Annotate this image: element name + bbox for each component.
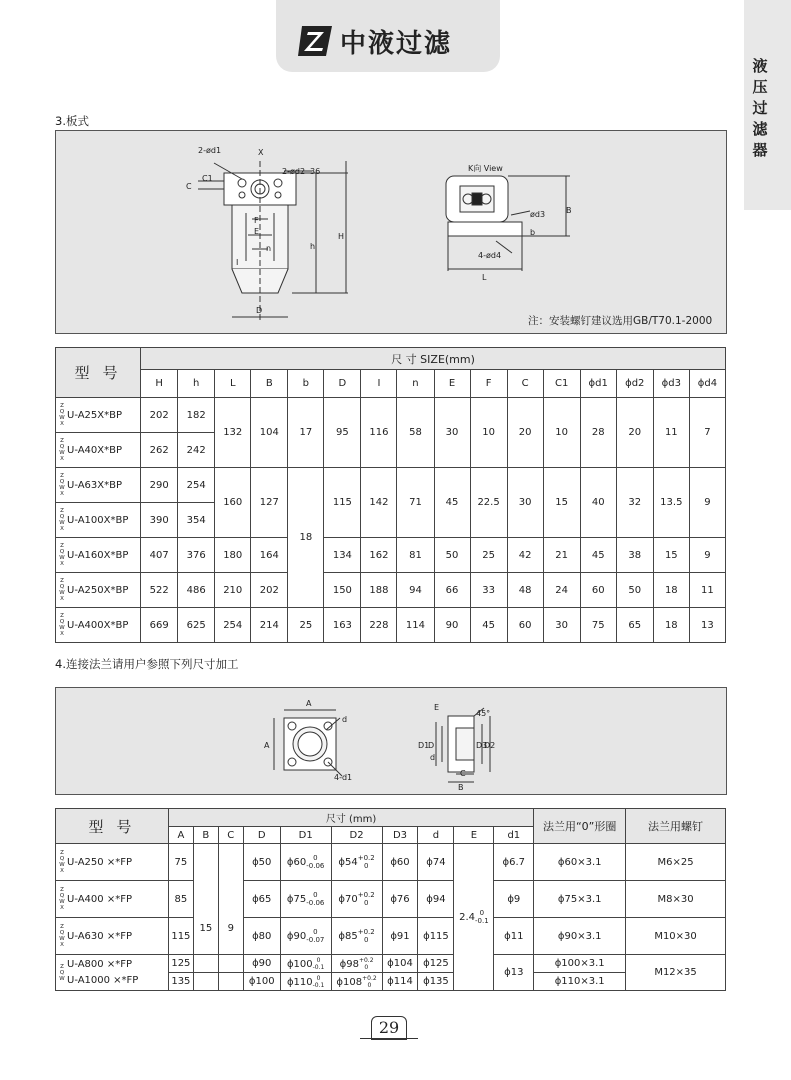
- cell-d3: 18: [653, 608, 689, 643]
- cell-d1: ϕ6.7: [494, 844, 534, 881]
- cell-d2: 38: [616, 538, 653, 573]
- cell-L: 132: [215, 398, 251, 468]
- cell-D: 163: [324, 608, 361, 643]
- cell-d4: 13: [689, 608, 725, 643]
- table2-col-header: D1: [280, 827, 331, 844]
- zqw-prefix: Z Q W: [59, 963, 65, 982]
- label-c1: C1: [202, 174, 213, 183]
- cell-F: 22.5: [470, 468, 507, 538]
- label-d-small: d: [430, 753, 436, 762]
- cell-L: 180: [215, 538, 251, 573]
- section4-title: 4.连接法兰请用户参照下列尺寸加工: [55, 657, 239, 671]
- zqw-prefix: Z Q W X: [59, 543, 65, 567]
- cell-oring: ϕ60×3.1: [534, 844, 626, 881]
- cell-d3: 13.5: [653, 468, 689, 538]
- model-name: U-A250X*BP: [67, 584, 129, 596]
- table2-col-header: E: [454, 827, 494, 844]
- table1-col-header: F: [470, 370, 507, 398]
- label-d2: 2-ød2: [282, 167, 306, 176]
- cell-D1: ϕ60 0 -0.06: [280, 844, 331, 881]
- cell-screw-merged: M12×35: [626, 955, 726, 991]
- cell-D: ϕ100: [243, 973, 280, 991]
- cell-d3: 18: [653, 573, 689, 608]
- cell-h: 182: [178, 398, 215, 433]
- brand-name: 中液过滤: [340, 28, 453, 59]
- zqw-prefix: Z Q W X: [59, 508, 65, 532]
- model-name: U-A40X*BP: [67, 444, 123, 456]
- section4-drawing: [55, 687, 727, 795]
- model-cell: [56, 398, 141, 433]
- cell-C1: 10: [543, 398, 580, 468]
- cell-C: 20: [507, 398, 543, 468]
- cell-D: 150: [324, 573, 361, 608]
- cell-d2: 50: [616, 573, 653, 608]
- cell-H: 390: [141, 503, 178, 538]
- cell-D2: ϕ108+0.2 0: [331, 973, 382, 991]
- cell-oring: ϕ100×3.1: [534, 955, 626, 973]
- cell-h: 242: [178, 433, 215, 468]
- cell-D: 134: [324, 538, 361, 573]
- cell-F: 25: [470, 538, 507, 573]
- table1-col-header: h: [178, 370, 215, 398]
- model-name: U-A63X*BP: [67, 479, 123, 491]
- table1-col-header: b: [288, 370, 324, 398]
- table1-col-header: C: [507, 370, 543, 398]
- cell-H: 669: [141, 608, 178, 643]
- label-36: 36: [310, 167, 321, 176]
- cell-A: 85: [168, 881, 193, 918]
- table1-col-header: H: [141, 370, 178, 398]
- brand-logo: [296, 24, 452, 58]
- table2-col-header: D3: [382, 827, 418, 844]
- cell-F: 45: [470, 608, 507, 643]
- table1-col-header: ϕd2: [616, 370, 653, 398]
- cell-d1: ϕ11: [494, 918, 534, 955]
- cell-E: 45: [434, 468, 470, 538]
- cell-C1: 24: [543, 573, 580, 608]
- table1-column-row: [56, 370, 726, 398]
- cell-D3: ϕ60: [382, 844, 418, 881]
- cell-H: 202: [141, 398, 178, 433]
- cell-L: 254: [215, 608, 251, 643]
- cell-D: ϕ50: [243, 844, 280, 881]
- cell-C1: 15: [543, 468, 580, 538]
- cell-D1: ϕ100 0 -0.1: [280, 955, 331, 973]
- cell-D: ϕ65: [243, 881, 280, 918]
- section3-note: 注：安装螺钉建议选用GB/T70.1-2000: [528, 315, 713, 327]
- cell-b: 25: [288, 608, 324, 643]
- label-e: E: [254, 227, 260, 236]
- label-d1-flange: 4-d1: [334, 773, 353, 782]
- table2-oring-header: 法兰用“0”形圈: [534, 809, 626, 844]
- label-d1: 2-ød1: [198, 146, 222, 155]
- cell-d: ϕ94: [418, 881, 454, 918]
- cell-F: 33: [470, 573, 507, 608]
- cell-d4: 7: [689, 398, 725, 468]
- cell-L: 160: [215, 468, 251, 538]
- cell-B: 164: [251, 538, 288, 573]
- cell-D2: ϕ70+0.2 0: [331, 881, 382, 918]
- cell-H: 522: [141, 573, 178, 608]
- zqw-prefix: Z Q W X: [59, 850, 65, 874]
- cell-D: ϕ80: [243, 918, 280, 955]
- table2-col-header: d: [418, 827, 454, 844]
- label-kview: K向 View: [468, 164, 503, 173]
- plate-filter-drawing: [56, 131, 726, 333]
- table-row: [56, 844, 726, 881]
- label-n: n: [266, 244, 272, 253]
- model-cell: [56, 955, 169, 991]
- table2-model-header: 型 号: [56, 809, 169, 844]
- label-d1-side: D1: [418, 741, 430, 750]
- cell-d1: 60: [580, 573, 616, 608]
- model-cell: [56, 918, 169, 955]
- model-cell: [56, 538, 141, 573]
- cell-B: 104: [251, 398, 288, 468]
- cell-n: 58: [397, 398, 434, 468]
- cell-b: 17: [288, 398, 324, 468]
- table-row: [56, 608, 726, 643]
- cell-oring: ϕ75×3.1: [534, 881, 626, 918]
- zqw-prefix: Z Q W X: [59, 887, 65, 911]
- cell-h: 354: [178, 503, 215, 538]
- cell-B: 127: [251, 468, 288, 538]
- label-b-side: B: [458, 783, 464, 792]
- section3-drawing: [55, 130, 727, 334]
- cell-d1: 45: [580, 538, 616, 573]
- cell-n: 71: [397, 468, 434, 538]
- spec-table-flange: [55, 808, 726, 991]
- table1-col-header: I: [361, 370, 397, 398]
- zqw-prefix: Z Q W X: [59, 578, 65, 602]
- zqw-prefix: Z Q W X: [59, 613, 65, 637]
- cell-d1: 40: [580, 468, 616, 538]
- table1-col-header: L: [215, 370, 251, 398]
- cell-screw: M10×30: [626, 918, 726, 955]
- cell-screw: M8×30: [626, 881, 726, 918]
- cell-C-empty: [218, 973, 243, 991]
- zqw-prefix: Z Q W X: [59, 473, 65, 497]
- brand-logo-icon: [296, 24, 334, 58]
- table2-col-header: d1: [494, 827, 534, 844]
- table2-header-row: [56, 809, 726, 827]
- cell-b: 18: [288, 468, 324, 608]
- model-name: U-A800 ×*FP: [67, 958, 132, 970]
- zqw-prefix: Z Q W X: [59, 403, 65, 427]
- cell-C: 30: [507, 468, 543, 538]
- label-b-big: B: [566, 206, 572, 215]
- table-row: [56, 573, 726, 608]
- cell-B-empty: [193, 973, 218, 991]
- cell-D3: ϕ76: [382, 881, 418, 918]
- cell-d3: 15: [653, 538, 689, 573]
- cell-h: 376: [178, 538, 215, 573]
- label-d-flange: d: [342, 715, 348, 724]
- table1-header-row: [56, 348, 726, 370]
- cell-h: 486: [178, 573, 215, 608]
- model-name: U-A25X*BP: [67, 409, 123, 421]
- cell-n: 94: [397, 573, 434, 608]
- cell-E: 50: [434, 538, 470, 573]
- table-row: [56, 881, 726, 918]
- table1-col-header: ϕd4: [689, 370, 725, 398]
- model-cell: [56, 503, 141, 538]
- cell-B: 214: [251, 608, 288, 643]
- cell-d2: 20: [616, 398, 653, 468]
- cell-D: 95: [324, 398, 361, 468]
- cell-C1: 30: [543, 608, 580, 643]
- cell-d4: 9: [689, 538, 725, 573]
- cell-D1: ϕ90 0 -0.07: [280, 918, 331, 955]
- cell-C-empty: [218, 955, 243, 973]
- table2-screw-header: 法兰用螺钉: [626, 809, 726, 844]
- table1-col-header: D: [324, 370, 361, 398]
- label-a-left: A: [264, 741, 270, 750]
- cell-d2: 65: [616, 608, 653, 643]
- label-x: X: [258, 148, 264, 157]
- cell-C: 48: [507, 573, 543, 608]
- cell-d: ϕ125: [418, 955, 454, 973]
- table2-size-header: 尺寸 (mm): [168, 809, 533, 827]
- cell-H: 262: [141, 433, 178, 468]
- cell-screw: M6×25: [626, 844, 726, 881]
- label-d-side: D: [428, 741, 435, 750]
- table1-col-header: E: [434, 370, 470, 398]
- cell-D2: ϕ85+0.2 0: [331, 918, 382, 955]
- cell-n: 81: [397, 538, 434, 573]
- table-row: [56, 398, 726, 433]
- cell-D2: ϕ98+0.2 0: [331, 955, 382, 973]
- label-h-small: h: [310, 242, 316, 251]
- model-name: U-A400X*BP: [67, 619, 129, 631]
- label-d: D: [256, 306, 263, 315]
- cell-d: ϕ135: [418, 973, 454, 991]
- table1-col-header: C1: [543, 370, 580, 398]
- cell-D3: ϕ114: [382, 973, 418, 991]
- section3-title: 3.板式: [55, 114, 89, 128]
- zqw-prefix: Z Q W X: [59, 924, 65, 948]
- table1-col-header: B: [251, 370, 288, 398]
- cell-H: 290: [141, 468, 178, 503]
- cell-h: 625: [178, 608, 215, 643]
- model-cell: [56, 468, 141, 503]
- label-d3: ød3: [530, 210, 546, 219]
- cell-F: 10: [470, 398, 507, 468]
- spec-table-bp: [55, 347, 726, 643]
- cell-I: 162: [361, 538, 397, 573]
- label-h-big: H: [338, 232, 345, 241]
- cell-L: 210: [215, 573, 251, 608]
- flange-drawing: [56, 688, 726, 794]
- label-b-small: b: [530, 228, 536, 237]
- cell-d4: 11: [689, 573, 725, 608]
- cell-C1: 21: [543, 538, 580, 573]
- cell-B-empty: [193, 955, 218, 973]
- cell-d4: 9: [689, 468, 725, 538]
- model-name: U-A630 ×*FP: [67, 930, 132, 942]
- cell-E-merged: 2.4 0 -0.1: [454, 844, 494, 991]
- label-f: F: [254, 216, 259, 225]
- model-name: U-A100X*BP: [67, 514, 129, 526]
- table-row: [56, 955, 726, 973]
- cell-D3: ϕ104: [382, 955, 418, 973]
- cell-A: 125: [168, 955, 193, 973]
- cell-D1: ϕ110 0 -0.1: [280, 973, 331, 991]
- cell-D: ϕ90: [243, 955, 280, 973]
- model-name: U-A250 ×*FP: [67, 856, 132, 868]
- cell-n: 114: [397, 608, 434, 643]
- label-i: I: [236, 258, 239, 267]
- page-number-underline: [360, 1038, 418, 1039]
- model-cell: [56, 573, 141, 608]
- cell-d1: ϕ9: [494, 881, 534, 918]
- model-cell: [56, 881, 169, 918]
- table-row: [56, 468, 726, 503]
- table1-col-header: ϕd1: [580, 370, 616, 398]
- table-row: [56, 538, 726, 573]
- table1-col-header: ϕd3: [653, 370, 689, 398]
- cell-E: 90: [434, 608, 470, 643]
- label-angle: 45°: [476, 709, 491, 718]
- cell-D1: ϕ75 0 -0.06: [280, 881, 331, 918]
- cell-A: 135: [168, 973, 193, 991]
- label-l: L: [482, 273, 487, 282]
- cell-oring: ϕ110×3.1: [534, 973, 626, 991]
- table2-col-header: D2: [331, 827, 382, 844]
- label-d3-side: D3: [476, 741, 488, 750]
- cell-C: 42: [507, 538, 543, 573]
- side-tab-label: 液压过滤器: [752, 57, 768, 159]
- table2-col-header: A: [168, 827, 193, 844]
- model-cell: [56, 844, 169, 881]
- table-row: [56, 918, 726, 955]
- label-c-side: C: [460, 769, 466, 778]
- table2-col-header: B: [193, 827, 218, 844]
- zqw-prefix: Z Q W X: [59, 438, 65, 462]
- cell-C-merged: 9: [218, 844, 243, 955]
- model-cell: [56, 608, 141, 643]
- cell-E: 66: [434, 573, 470, 608]
- model-cell: [56, 433, 141, 468]
- model-name: U-A160X*BP: [67, 549, 129, 561]
- cell-B: 202: [251, 573, 288, 608]
- table2-col-header: C: [218, 827, 243, 844]
- cell-E: 30: [434, 398, 470, 468]
- cell-h: 254: [178, 468, 215, 503]
- cell-A: 115: [168, 918, 193, 955]
- page-number: 29: [371, 1016, 407, 1040]
- cell-D3: ϕ91: [382, 918, 418, 955]
- cell-D: 115: [324, 468, 361, 538]
- model-name: U-A1000 ×*FP: [67, 974, 139, 986]
- label-d4: 4-ød4: [478, 251, 502, 260]
- cell-d1: 28: [580, 398, 616, 468]
- table1-col-header: n: [397, 370, 434, 398]
- cell-d1-merged: ϕ13: [494, 955, 534, 991]
- cell-A: 75: [168, 844, 193, 881]
- cell-d: ϕ115: [418, 918, 454, 955]
- label-d2-side: D2: [484, 741, 496, 750]
- label-a-top: A: [306, 699, 312, 708]
- cell-oring: ϕ90×3.1: [534, 918, 626, 955]
- cell-d: ϕ74: [418, 844, 454, 881]
- table1-size-header: 尺 寸 SIZE(mm): [141, 348, 726, 370]
- label-c: C: [186, 182, 192, 191]
- table1-model-header: 型 号: [56, 348, 141, 398]
- cell-d1: 75: [580, 608, 616, 643]
- model-name: U-A400 ×*FP: [67, 893, 132, 905]
- cell-d3: 11: [653, 398, 689, 468]
- table2-col-header: D: [243, 827, 280, 844]
- cell-I: 116: [361, 398, 397, 468]
- cell-C: 60: [507, 608, 543, 643]
- cell-H: 407: [141, 538, 178, 573]
- label-e-flange: E: [434, 703, 440, 712]
- cell-I: 188: [361, 573, 397, 608]
- cell-d2: 32: [616, 468, 653, 538]
- cell-I: 228: [361, 608, 397, 643]
- cell-D2: ϕ54+0.2 0: [331, 844, 382, 881]
- cell-B-merged: 15: [193, 844, 218, 955]
- cell-I: 142: [361, 468, 397, 538]
